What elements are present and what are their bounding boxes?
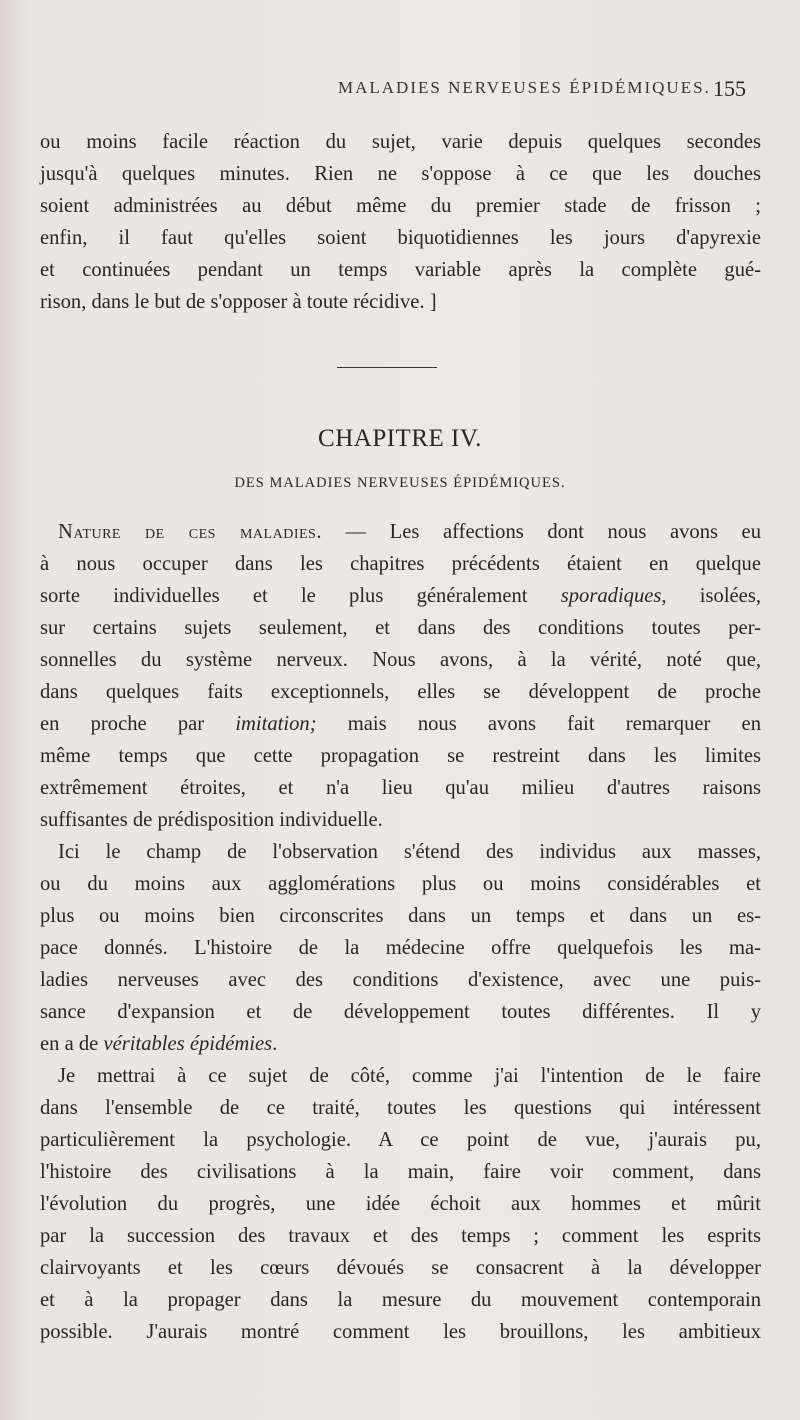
text-line: soient administrées au début même du premier stade de frisson ; bbox=[40, 195, 761, 217]
text-line: l'évolution du progrès, une idée échoit aux hommes et mûrit bbox=[40, 1193, 761, 1215]
paragraph-3 bbox=[40, 1060, 761, 1348]
text-line: dans quelques faits exceptionnels, elles se développent de proche bbox=[40, 681, 761, 703]
text-line: jusqu'à quelques minutes. Rien ne s'oppose à ce que les douches bbox=[40, 163, 761, 185]
text-line: possible. J'aurais montré comment les brouillons, les ambitieux bbox=[40, 1321, 761, 1343]
text-line: sur certains sujets seulement, et dans des conditions toutes per- bbox=[40, 617, 761, 639]
text-line: ou du moins aux agglomérations plus ou moins considérables et bbox=[40, 873, 761, 895]
top-paragraph bbox=[40, 126, 761, 318]
text-line: Ici le champ de l'observation s'étend des individus aux masses, bbox=[58, 841, 761, 863]
section-body bbox=[40, 516, 761, 836]
text-line: enfin, il faut qu'elles soient biquotidiennes les jours d'apyrexie bbox=[40, 227, 761, 249]
section-divider bbox=[337, 367, 437, 368]
text-line: suffisantes de prédisposition individuelle. bbox=[40, 809, 383, 831]
text-line: sance d'expansion et de développement toutes différentes. Il y bbox=[40, 1001, 761, 1023]
page-header bbox=[0, 78, 800, 108]
italic-term: sporadiques bbox=[560, 585, 662, 607]
page-number: 155 bbox=[713, 76, 746, 101]
text-line: même temps que cette propagation se restreint dans les limites bbox=[40, 745, 761, 767]
text-line: rison, dans le but de s'opposer à toute récidive. ] bbox=[40, 291, 437, 313]
running-title: MALADIES NERVEUSES ÉPIDÉMIQUES. bbox=[338, 78, 711, 97]
text-line: sonnelles du système nerveux. Nous avons, à la vérité, noté que, bbox=[40, 649, 761, 671]
chapter-subtitle: DES MALADIES NERVEUSES ÉPIDÉMIQUES. bbox=[234, 475, 566, 491]
text-line: à nous occuper dans les chapitres précédents étaient en quelque bbox=[40, 553, 761, 575]
italic-term: véritables épidémies bbox=[103, 1033, 273, 1055]
text-line: clairvoyants et les cœurs dévoués se consacrent à la développer bbox=[40, 1257, 761, 1279]
text-line: pace donnés. L'histoire de la médecine offre quelquefois les ma- bbox=[40, 937, 761, 959]
text-line: plus ou moins bien circonscrites dans un temps et dans un es- bbox=[40, 905, 761, 927]
text-line: l'histoire des civilisations à la main, faire voir comment, dans bbox=[40, 1161, 761, 1183]
section-heading: Nature de ces maladies. bbox=[58, 521, 322, 543]
text-line: par la succession des travaux et des temps ; comment les esprits bbox=[40, 1225, 761, 1247]
dash: — bbox=[321, 521, 390, 543]
text-line: en a de véritables épidémies. bbox=[40, 1033, 278, 1055]
text-line: sorte individuelles et le plus généralement sporadiques, isolées, bbox=[40, 585, 761, 607]
paragraph-2 bbox=[40, 836, 761, 1060]
text-line: et à la propager dans la mesure du mouvement contemporain bbox=[40, 1289, 761, 1311]
text-line: Nature de ces maladies. — Les affections dont nous avons eu bbox=[58, 521, 761, 543]
text-line: dans l'ensemble de ce traité, toutes les questions qui intéressent bbox=[40, 1097, 761, 1119]
text-line: particulièrement la psychologie. A ce point de vue, j'aurais pu, bbox=[40, 1129, 761, 1151]
italic-term: imitation; bbox=[235, 713, 317, 735]
text-line: en proche par imitation; mais nous avons fait remarquer en bbox=[40, 713, 761, 735]
text-line: extrêmement étroites, et n'a lieu qu'au milieu d'autres raisons bbox=[40, 777, 761, 799]
chapter-title: CHAPITRE IV. bbox=[318, 425, 482, 452]
text-line: ladies nerveuses avec des conditions d'existence, avec une puis- bbox=[40, 969, 761, 991]
text-line: et continuées pendant un temps variable après la complète gué- bbox=[40, 259, 761, 281]
text-line: ou moins facile réaction du sujet, varie depuis quelques secondes bbox=[40, 131, 761, 153]
text-line: Je mettrai à ce sujet de côté, comme j'ai l'intention de le faire bbox=[58, 1065, 761, 1087]
